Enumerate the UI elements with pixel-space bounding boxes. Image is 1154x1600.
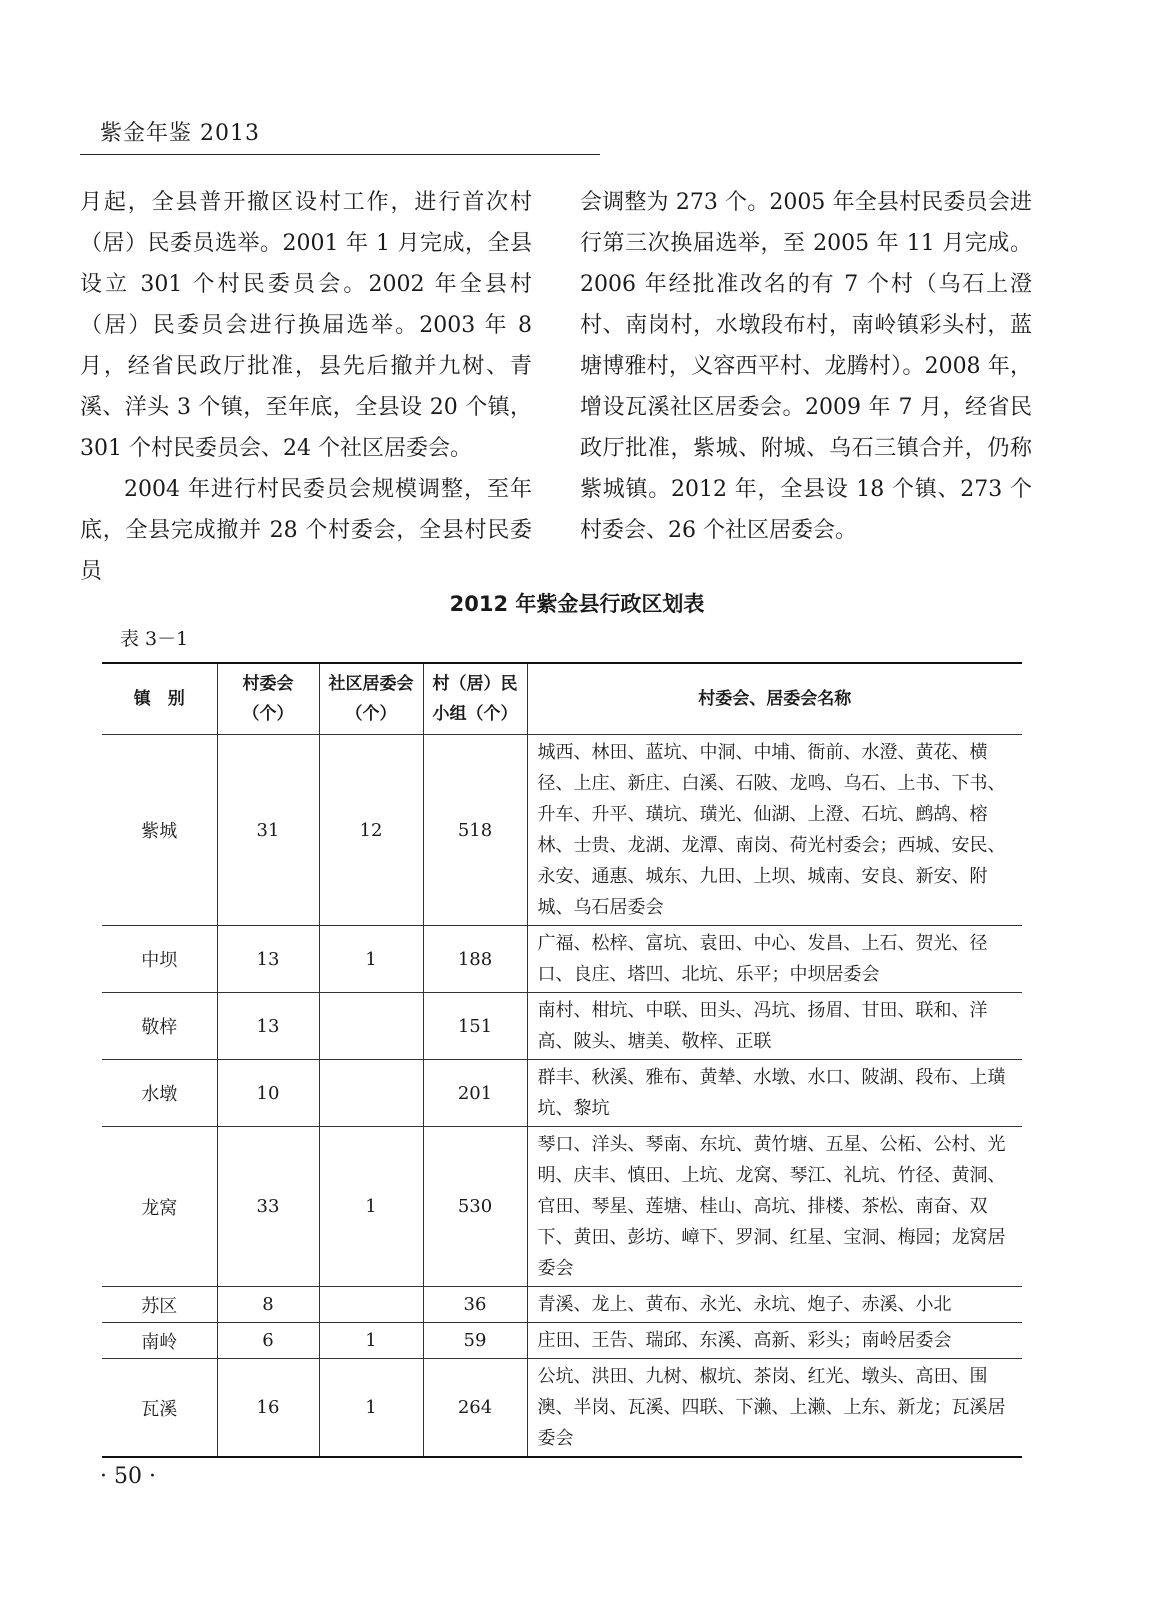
table-row: [102, 1060, 1022, 1127]
cell-town: 苏区: [102, 1287, 217, 1323]
table-row: [102, 735, 1022, 926]
cell-communities: 12: [319, 735, 423, 926]
cell-town: 南岭: [102, 1323, 217, 1359]
cell-groups: 36: [423, 1287, 527, 1323]
table-row: [102, 1323, 1022, 1359]
table-header-row: [102, 663, 1022, 735]
cell-groups: 188: [423, 926, 527, 993]
header-names: 村委会、居委会名称: [527, 663, 1022, 735]
text-column-right: [580, 182, 1032, 551]
cell-communities: [319, 1287, 423, 1323]
paragraph: 会调整为 273 个。2005 年全县村民委员会进行第三次换届选举，至 2005 年 11 月完成。2006 年经批准改名的有 7 个村（乌石上澄村、南岗村，水墩段布村，南岭镇彩头村，蓝塘博雅村，义容西平村、龙腾村）。2008 年，增设瓦溪社区居委会。2009 年 7 月，经省民政厅批准，紫城、附城、乌石三镇合并，仍称紫城镇。2012 年，全县设 18 个镇、273 个村委会、26 个社区居委会。: [580, 190, 1032, 543]
cell-town: 紫城: [102, 735, 217, 926]
cell-villages: 33: [217, 1127, 319, 1287]
cell-villages: 31: [217, 735, 319, 926]
table-row: [102, 1287, 1022, 1323]
cell-groups: 530: [423, 1127, 527, 1287]
table-title: 2012 年紫金县行政区划表: [449, 592, 705, 616]
table-row: [102, 993, 1022, 1060]
cell-communities: [319, 993, 423, 1060]
header-groups: 村（居）民 小组（个）: [423, 663, 527, 735]
admin-division-table: [102, 662, 1022, 1458]
page-number: · 50 ·: [100, 1464, 156, 1489]
table-row: [102, 1127, 1022, 1287]
table-row: [102, 926, 1022, 993]
cell-villages: 8: [217, 1287, 319, 1323]
cell-groups: 59: [423, 1323, 527, 1359]
cell-villages: 16: [217, 1359, 319, 1458]
header-communities: 社区居委会 （个）: [319, 663, 423, 735]
cell-groups: 151: [423, 993, 527, 1060]
header-town: 镇 别: [102, 663, 217, 735]
cell-groups: 518: [423, 735, 527, 926]
table-label: 表 3－1: [120, 628, 189, 650]
paragraph: 月起，全县普开撤区设村工作，进行首次村（居）民委员选举。2001 年 1 月完成，全县设立 301 个村民委员会。2002 年全县村（居）民委员会进行换届选举。2003 年 8 月，经省民政厅批准，县先后撤并九树、青溪、洋头 3 个镇，至年底，全县设 20 个镇，301 个村民委员会、24 个社区居委会。: [80, 190, 532, 461]
cell-town: 中坝: [102, 926, 217, 993]
cell-communities: [319, 1060, 423, 1127]
cell-names: 公坑、洪田、九树、椒坑、茶岗、红光、墩头、高田、围澳、半岗、瓦溪、四联、下濑、上濑、上东、新龙；瓦溪居委会: [527, 1359, 1022, 1458]
cell-communities: 1: [319, 1127, 423, 1287]
cell-names: 广福、松梓、富坑、袁田、中心、发昌、上石、贺光、径口、良庄、塔凹、北坑、乐平；中坝居委会: [527, 926, 1022, 993]
cell-villages: 6: [217, 1323, 319, 1359]
paragraph: 2004 年进行村民委员会规模调整，至年底，全县完成撤并 28 个村委会，全县村民委员: [80, 477, 532, 584]
cell-names: 琴口、洋头、琴南、东坑、黄竹塘、五星、公柘、公村、光明、庆丰、慎田、上坑、龙窝、琴江、礼坑、竹径、黄洞、官田、琴星、莲塘、桂山、高坑、排楼、茶松、南奋、双下、黄田、彭坊、嶂下、罗洞、红星、宝洞、梅园；龙窝居委会: [527, 1127, 1022, 1287]
cell-town: 瓦溪: [102, 1359, 217, 1458]
header-villages: 村委会 （个）: [217, 663, 319, 735]
cell-villages: 13: [217, 926, 319, 993]
cell-names: 庄田、王告、瑞邱、东溪、高新、彩头；南岭居委会: [527, 1323, 1022, 1359]
header-rule: [80, 154, 600, 155]
cell-town: 敬梓: [102, 993, 217, 1060]
cell-names: 城西、林田、蓝坑、中洞、中埔、衙前、水澄、黄花、横径、上庄、新庄、白溪、石陂、龙鸣、乌石、上书、下书、升车、升平、璜坑、璜光、仙湖、上澄、石坑、鹧鸪、榕林、士贵、龙湖、龙潭、南岗、荷光村委会；西城、安民、永安、通惠、城东、九田、上坝、城南、安良、新安、附城、乌石居委会: [527, 735, 1022, 926]
table-row: [102, 1359, 1022, 1458]
cell-communities: 1: [319, 926, 423, 993]
text-column-left: [80, 182, 532, 592]
cell-communities: 1: [319, 1323, 423, 1359]
cell-groups: 264: [423, 1359, 527, 1458]
cell-villages: 10: [217, 1060, 319, 1127]
cell-town: 龙窝: [102, 1127, 217, 1287]
cell-communities: 1: [319, 1359, 423, 1458]
cell-groups: 201: [423, 1060, 527, 1127]
cell-town: 水墩: [102, 1060, 217, 1127]
cell-names: 南村、柑坑、中联、田头、冯坑、扬眉、甘田、联和、洋高、陂头、塘美、敬梓、正联: [527, 993, 1022, 1060]
cell-names: 群丰、秋溪、雅布、黄辇、水墩、水口、陂湖、段布、上璜坑、黎坑: [527, 1060, 1022, 1127]
cell-names: 青溪、龙上、黄布、永光、永坑、炮子、赤溪、小北: [527, 1287, 1022, 1323]
running-header: 紫金年鉴 2013: [100, 121, 260, 146]
cell-villages: 13: [217, 993, 319, 1060]
